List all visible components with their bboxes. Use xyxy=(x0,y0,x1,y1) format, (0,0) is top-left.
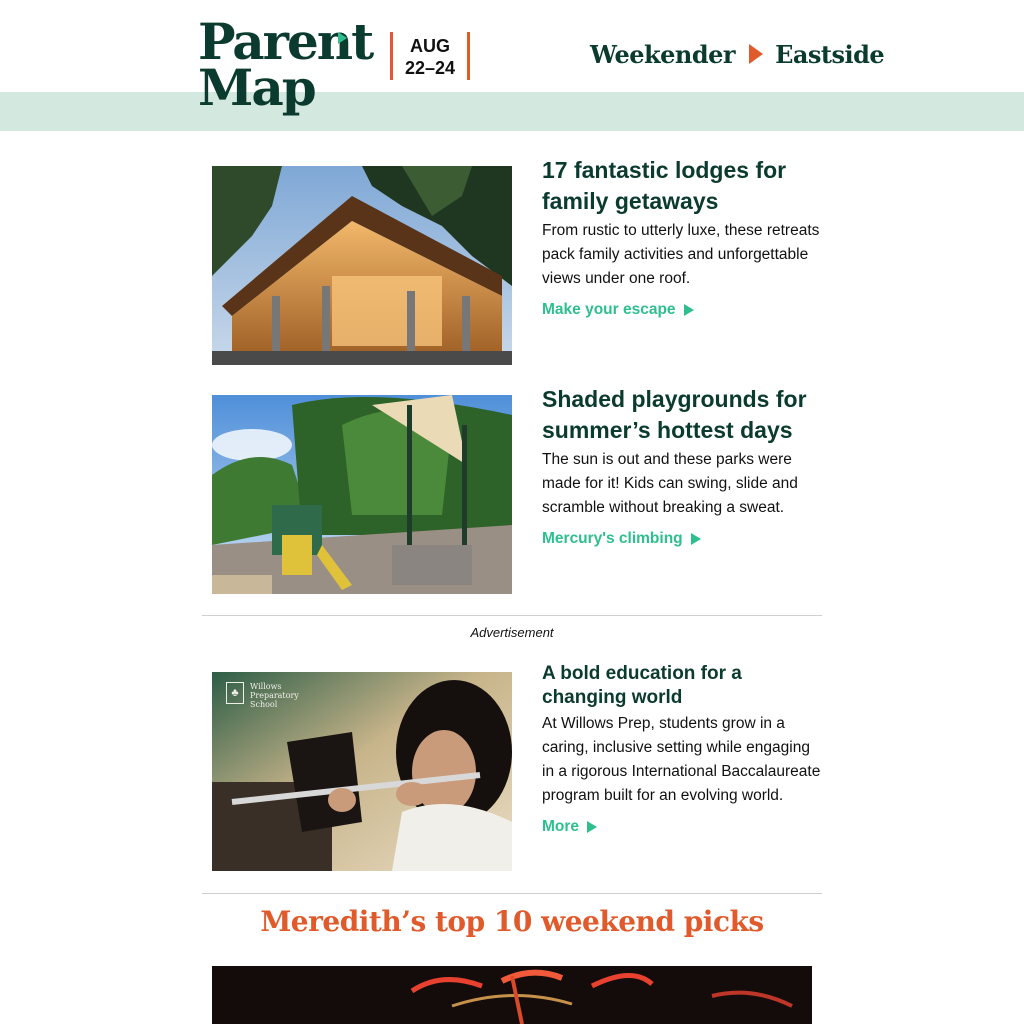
willows-logo xyxy=(226,682,299,709)
playground-image[interactable] xyxy=(212,395,512,594)
play-arrow-icon xyxy=(684,304,694,316)
logo-line-2: Map xyxy=(198,58,315,117)
ad-text xyxy=(542,662,822,836)
willows-logo-line-1: Willows xyxy=(250,682,282,691)
willows-logo-line-2: Preparatory xyxy=(250,691,299,700)
play-arrow-icon xyxy=(587,821,597,833)
flute-student-image[interactable] xyxy=(212,672,512,871)
edition-primary: Weekender xyxy=(590,39,736,69)
story-description: The sun is out and these parks were made for it! Kids can swing, slide and scramble without breaking a sweat. xyxy=(542,451,798,516)
story-card xyxy=(212,157,822,366)
story-title[interactable]: Shaded playgrounds for summer’s hottest days xyxy=(542,386,807,443)
picks-hero-image[interactable] xyxy=(212,966,812,1024)
story-description: From rustic to utterly luxe, these retreats pack family activities and unforgettable views under one roof. xyxy=(542,222,820,287)
advertisement-label: Advertisement xyxy=(470,625,554,640)
story-text xyxy=(542,384,822,548)
make-your-escape-link[interactable] xyxy=(542,301,694,319)
cta-label: Mercury's climbing xyxy=(542,530,683,547)
play-arrow-icon xyxy=(749,44,763,64)
logo-line-1: Parent xyxy=(198,12,373,71)
more-link[interactable] xyxy=(542,818,597,836)
ad-title[interactable]: A bold education for a changing world xyxy=(542,663,742,708)
story-title[interactable]: 17 fantastic lodges for family getaways xyxy=(542,157,787,214)
willows-logo-line-3: School xyxy=(250,700,278,709)
lodge-image[interactable] xyxy=(212,166,512,365)
play-arrow-icon xyxy=(691,533,701,545)
story-card xyxy=(212,386,822,595)
mercurys-climbing-link[interactable] xyxy=(542,530,701,548)
logo-triangle-icon xyxy=(338,32,347,44)
issue-date xyxy=(390,32,470,80)
edition-label xyxy=(590,38,884,70)
ad-card xyxy=(212,663,822,872)
divider xyxy=(202,615,822,616)
header xyxy=(0,0,1024,131)
tree-shield-icon: ♣ xyxy=(226,682,244,704)
story-text xyxy=(542,155,822,319)
issue-month: AUG xyxy=(410,36,450,56)
issue-days: 22–24 xyxy=(404,58,456,78)
divider xyxy=(202,893,822,894)
cta-label: Make your escape xyxy=(542,301,676,318)
edition-secondary: Eastside xyxy=(775,39,885,69)
ad-description: At Willows Prep, students grow in a caring, inclusive setting while engaging in a rigorous International Baccalaureate program built for an evolving world. xyxy=(542,715,821,804)
cta-label: More xyxy=(542,818,580,835)
picks-heading: Meredith’s top 10 weekend picks xyxy=(260,905,764,938)
